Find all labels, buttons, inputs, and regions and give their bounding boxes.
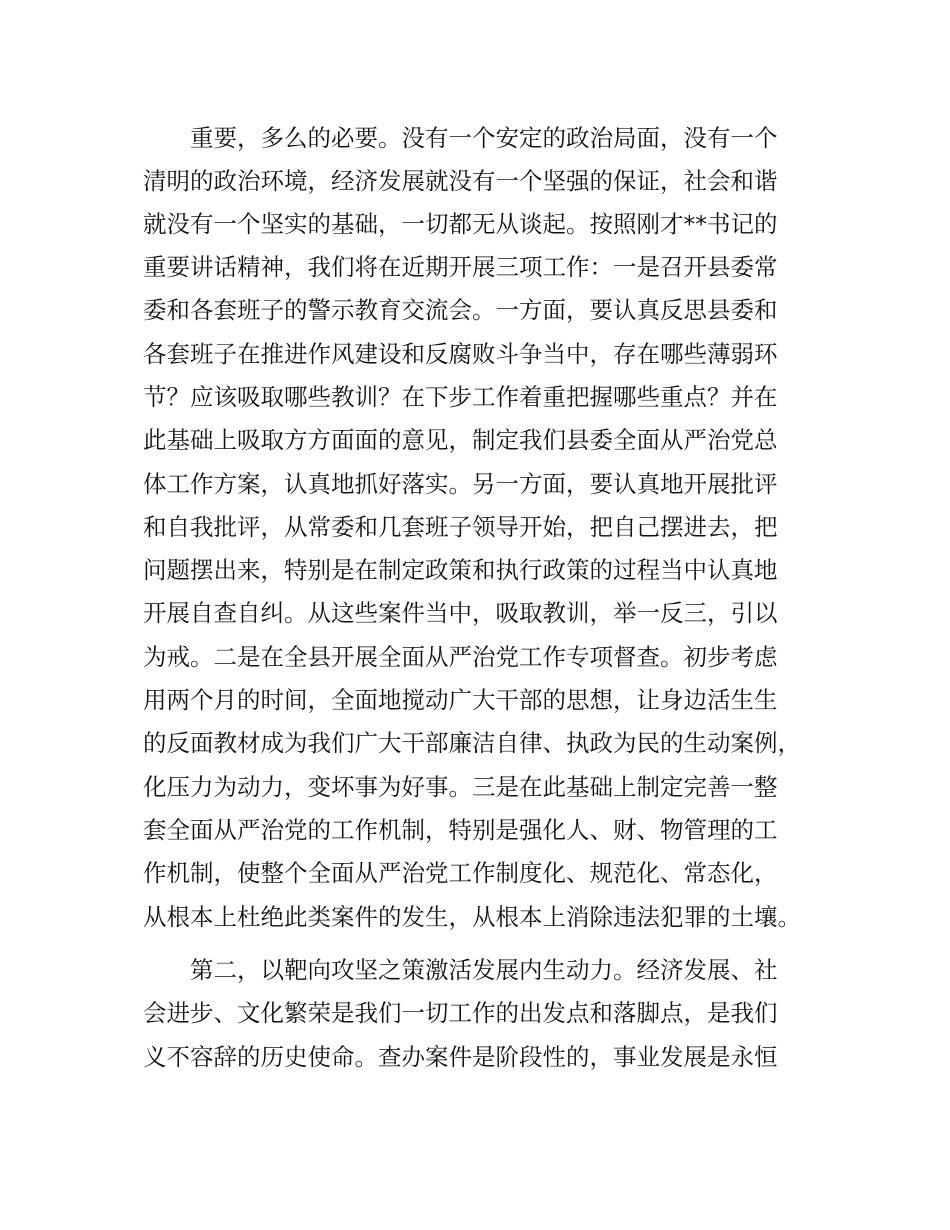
text-line: 重要，多么的必要。没有一个安定的政治局面，没有一个 [143, 124, 778, 152]
text-line: 清明的政治环境，经济发展就没有一个坚强的保证，社会和谐 [143, 167, 778, 195]
text-line: 的反面教材成为我们广大干部廉洁自律、执政为民的生动案例， [143, 729, 801, 757]
text-line: 从根本上杜绝此类案件的发生，从根本上消除违法犯罪的土壤。 [143, 903, 801, 931]
text-line: 体工作方案，认真地抓好落实。另一方面，要认真地开展批评 [143, 470, 778, 498]
text-line: 各套班子在推进作风建设和反腐败斗争当中，存在哪些薄弱环 [143, 340, 778, 368]
text-line: 节？应该吸取哪些教训？在下步工作着重把握哪些重点？并在 [143, 383, 778, 411]
text-line: 第二，以靶向攻坚之策激活发展内生动力。经济发展、社 [143, 956, 778, 984]
text-line: 委和各套班子的警示教育交流会。一方面，要认真反思县委和 [143, 296, 778, 324]
text-line: 义不容辞的历史使命。查办案件是阶段性的，事业发展是永恒 [143, 1043, 778, 1071]
text-line: 重要讲话精神，我们将在近期开展三项工作：一是召开县委常 [143, 253, 778, 281]
text-line: 开展自查自纠。从这些案件当中，吸取教训，举一反三，引以 [143, 599, 778, 627]
text-line: 化压力为动力，变坏事为好事。三是在此基础上制定完善一整 [143, 773, 778, 801]
text-line: 作机制，使整个全面从严治党工作制度化、规范化、常态化， [143, 859, 778, 887]
text-line: 用两个月的时间，全面地搅动广大干部的思想，让身边活生生 [143, 686, 778, 714]
text-line: 就没有一个坚实的基础，一切都无从谈起。按照刚才**书记的 [143, 210, 778, 238]
text-line: 问题摆出来，特别是在制定政策和执行政策的过程当中认真地 [143, 556, 778, 584]
text-line: 和自我批评，从常委和几套班子领导开始，把自己摆进去，把 [143, 513, 778, 541]
text-line: 套全面从严治党的工作机制，特别是强化人、财、物管理的工 [143, 816, 778, 844]
text-line: 此基础上吸取方方面面的意见，制定我们县委全面从严治党总 [143, 426, 778, 454]
text-line: 会进步、文化繁荣是我们一切工作的出发点和落脚点，是我们 [143, 999, 778, 1027]
text-line: 为戒。二是在全县开展全面从严治党工作专项督查。初步考虑 [143, 643, 778, 671]
